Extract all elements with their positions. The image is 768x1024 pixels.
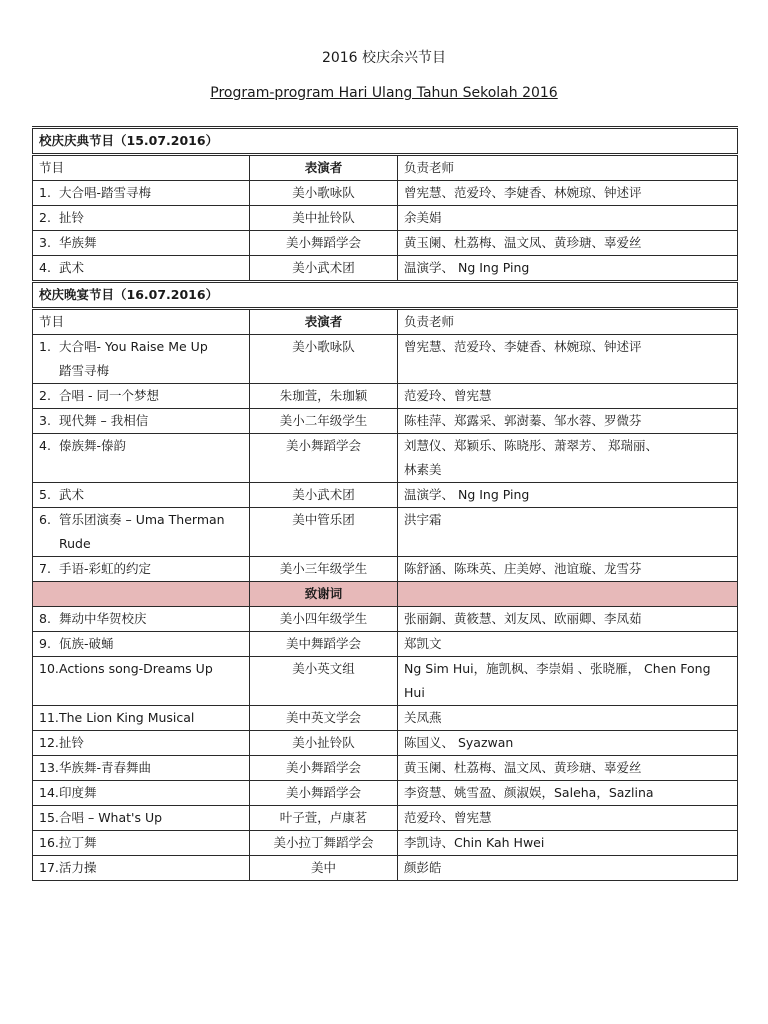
teacher-cell: 陈舒涵、陈珠英、庄美婷、池谊璇、龙雪芬 <box>398 557 738 582</box>
column-header-row <box>33 309 738 335</box>
section-title: 校庆晚宴节目（16.07.2016） <box>33 282 738 309</box>
program-row <box>33 781 738 806</box>
section-header-row <box>33 282 738 309</box>
item-name: 拉丁舞 <box>59 835 97 850</box>
item-name: 华族舞 <box>59 235 97 250</box>
teacher-cell: 曾宪慧、范爱玲、李婕香、林婉琼、钟述评 <box>398 335 738 384</box>
item-name: 大合唱-踏雪寻梅 <box>59 185 152 200</box>
item-number: 1. <box>39 185 51 200</box>
teacher-cell: 黄玉阑、杜荔梅、温文凤、黄珍瑭、辜爱丝 <box>398 231 738 256</box>
program-row <box>33 557 738 582</box>
item-number: 8. <box>39 611 51 626</box>
program-row <box>33 483 738 508</box>
performer-cell: 美小舞蹈学会 <box>250 756 398 781</box>
item-number: 9. <box>39 636 51 651</box>
item-cell <box>33 607 250 632</box>
item-cell <box>33 856 250 881</box>
item-name: 傣族舞-傣韵 <box>59 438 127 453</box>
item-name: 合唱 - 同一个梦想 <box>59 388 159 403</box>
item-name: 手语-彩虹的约定 <box>59 561 152 576</box>
performer-cell: 美中舞蹈学会 <box>250 632 398 657</box>
item-wrap <box>39 607 243 631</box>
item-wrap <box>39 806 243 830</box>
item-name: 合唱 – What's Up <box>59 810 163 825</box>
item-cell <box>33 434 250 483</box>
performer-cell: 美小三年级学生 <box>250 557 398 582</box>
item-wrap <box>39 384 243 408</box>
item-wrap <box>39 657 243 681</box>
column-header-teacher: 负责老师 <box>398 309 738 335</box>
item-wrap <box>39 231 243 255</box>
item-cell <box>33 231 250 256</box>
item-number: 4. <box>39 438 51 453</box>
performer-cell: 致谢词 <box>250 582 398 607</box>
item-wrap <box>39 335 243 383</box>
section-title: 校庆庆典节目（15.07.2016） <box>33 128 738 155</box>
item-number: 2. <box>39 210 51 225</box>
teacher-cell: Ng Sim Hui，施凯枫、李崇娟 、张晓雁， Chen Fong Hui <box>398 657 738 706</box>
performer-cell: 美小拉丁舞蹈学会 <box>250 831 398 856</box>
teacher-cell: 温演学、 Ng Ing Ping <box>398 256 738 282</box>
item-name: 舞动中华贺校庆 <box>59 611 147 626</box>
performer-cell: 美中英文学会 <box>250 706 398 731</box>
item-number: 11. <box>39 710 59 725</box>
teacher-cell: 余美娟 <box>398 206 738 231</box>
item-number: 10. <box>39 661 59 676</box>
performer-cell: 美中管乐团 <box>250 508 398 557</box>
teacher-cell: 黄玉阑、杜荔梅、温文凤、黄珍瑭、辜爱丝 <box>398 756 738 781</box>
item-number: 16. <box>39 835 59 850</box>
teacher-cell: 刘慧仪、郑颖乐、陈晓彤、萧翠芳、 郑瑞丽、 林素美 <box>398 434 738 483</box>
teacher-cell: 陈国义、 Syazwan <box>398 731 738 756</box>
item-cell <box>33 409 250 434</box>
program-row <box>33 756 738 781</box>
item-cell <box>33 335 250 384</box>
column-header-item: 节目 <box>33 309 250 335</box>
program-row <box>33 508 738 557</box>
program-row <box>33 256 738 282</box>
item-name: 现代舞 – 我相信 <box>59 413 149 428</box>
item-number: 14. <box>39 785 59 800</box>
program-row <box>33 806 738 831</box>
item-name: 扯铃 <box>59 210 85 225</box>
item-number: 15. <box>39 810 59 825</box>
item-wrap <box>39 856 243 880</box>
item-cell <box>33 756 250 781</box>
program-row <box>33 206 738 231</box>
item-cell <box>33 582 250 607</box>
program-row <box>33 657 738 706</box>
item-name: 管乐团演奏 – Uma Therman Rude <box>59 512 225 551</box>
teacher-cell: 范爱玲、曾宪慧 <box>398 384 738 409</box>
item-cell <box>33 508 250 557</box>
item-wrap <box>39 731 243 755</box>
item-cell <box>33 206 250 231</box>
program-row <box>33 181 738 206</box>
item-number: 3. <box>39 413 51 428</box>
teacher-cell: 颜彭皓 <box>398 856 738 881</box>
column-header-performer: 表演者 <box>250 155 398 181</box>
program-row <box>33 706 738 731</box>
item-wrap <box>39 483 243 507</box>
item-cell <box>33 657 250 706</box>
item-wrap <box>39 206 243 230</box>
item-name: 武术 <box>59 487 85 502</box>
column-header-teacher: 负责老师 <box>398 155 738 181</box>
performer-cell: 美小舞蹈学会 <box>250 231 398 256</box>
performer-cell: 美小四年级学生 <box>250 607 398 632</box>
teacher-cell: 张丽銅、黄筱慧、刘友凤、欧丽卿、李凤茹 <box>398 607 738 632</box>
column-header-row <box>33 155 738 181</box>
item-wrap <box>39 632 243 656</box>
document-title: 2016 校庆余兴节目 <box>321 50 447 66</box>
item-wrap <box>39 508 243 556</box>
performer-cell: 美小扯铃队 <box>250 731 398 756</box>
teacher-cell: 陈桂萍、郑露采、郭澍蓁、邹水蓉、罗微芬 <box>398 409 738 434</box>
item-wrap <box>39 781 243 805</box>
program-row <box>33 409 738 434</box>
item-cell <box>33 384 250 409</box>
performer-cell: 美小英文组 <box>250 657 398 706</box>
item-wrap <box>39 831 243 855</box>
program-row <box>33 831 738 856</box>
teacher-cell: 关凤燕 <box>398 706 738 731</box>
performer-cell: 美小武术团 <box>250 483 398 508</box>
performer-cell: 美中 <box>250 856 398 881</box>
program-row <box>33 434 738 483</box>
item-wrap <box>39 557 243 581</box>
program-row <box>33 607 738 632</box>
item-number: 7. <box>39 561 51 576</box>
performer-cell: 叶子萱，卢康茗 <box>250 806 398 831</box>
item-cell <box>33 731 250 756</box>
item-cell <box>33 781 250 806</box>
item-number: 3. <box>39 235 51 250</box>
item-number: 2. <box>39 388 51 403</box>
program-table <box>32 126 738 881</box>
item-wrap <box>39 706 243 730</box>
item-number: 17. <box>39 860 59 875</box>
item-cell <box>33 706 250 731</box>
teacher-cell: 郑凯文 <box>398 632 738 657</box>
item-name: 华族舞-青春舞曲 <box>59 760 152 775</box>
program-row <box>33 335 738 384</box>
performer-cell: 美小歌咏队 <box>250 181 398 206</box>
item-cell <box>33 483 250 508</box>
performer-cell: 朱珈萱，朱珈颖 <box>250 384 398 409</box>
program-row <box>33 632 738 657</box>
item-cell <box>33 256 250 282</box>
item-number: 5. <box>39 487 51 502</box>
item-wrap <box>39 181 243 205</box>
performer-cell: 美小二年级学生 <box>250 409 398 434</box>
item-name: 大合唱- You Raise Me Up 踏雪寻梅 <box>59 339 208 378</box>
speech-row <box>33 582 738 607</box>
item-number: 12. <box>39 735 59 750</box>
item-cell <box>33 181 250 206</box>
item-name: Actions song-Dreams Up <box>59 661 213 676</box>
column-header-item: 节目 <box>33 155 250 181</box>
item-name: 佤族-破蛹 <box>59 636 114 651</box>
performer-cell: 美小舞蹈学会 <box>250 781 398 806</box>
column-header-performer: 表演者 <box>250 309 398 335</box>
item-wrap <box>39 256 243 280</box>
program-row <box>33 384 738 409</box>
item-cell <box>33 831 250 856</box>
item-name: 扯铃 <box>59 735 85 750</box>
program-row <box>33 231 738 256</box>
item-name: The Lion King Musical <box>59 710 195 725</box>
item-number: 4. <box>39 260 51 275</box>
item-wrap <box>39 756 243 780</box>
item-wrap <box>39 434 243 458</box>
item-number: 6. <box>39 512 51 527</box>
teacher-cell: 范爱玲、曾宪慧 <box>398 806 738 831</box>
performer-cell: 美小武术团 <box>250 256 398 282</box>
performer-cell: 美小舞蹈学会 <box>250 434 398 483</box>
item-wrap <box>39 409 243 433</box>
item-name: 印度舞 <box>59 785 97 800</box>
teacher-cell: 洪宇霜 <box>398 508 738 557</box>
document-subtitle: Program-program Hari Ulang Tahun Sekolah 2016 <box>210 85 558 101</box>
item-number: 13. <box>39 760 59 775</box>
program-row <box>33 856 738 881</box>
performer-cell: 美小歌咏队 <box>250 335 398 384</box>
teacher-cell: 温演学、 Ng Ing Ping <box>398 483 738 508</box>
item-cell <box>33 632 250 657</box>
performer-cell: 美中扯铃队 <box>250 206 398 231</box>
teacher-cell: 曾宪慧、范爱玲、李婕香、林婉琼、钟述评 <box>398 181 738 206</box>
teacher-cell <box>398 582 738 607</box>
program-row <box>33 731 738 756</box>
teacher-cell: 李资慧、姚雪盈、颜淑娱，Saleha，Sazlina <box>398 781 738 806</box>
item-cell <box>33 557 250 582</box>
item-name: 活力操 <box>59 860 97 875</box>
item-name: 武术 <box>59 260 85 275</box>
section-header-row <box>33 128 738 155</box>
item-number: 1. <box>39 339 51 354</box>
item-cell <box>33 806 250 831</box>
teacher-cell: 李凯诗、Chin Kah Hwei <box>398 831 738 856</box>
